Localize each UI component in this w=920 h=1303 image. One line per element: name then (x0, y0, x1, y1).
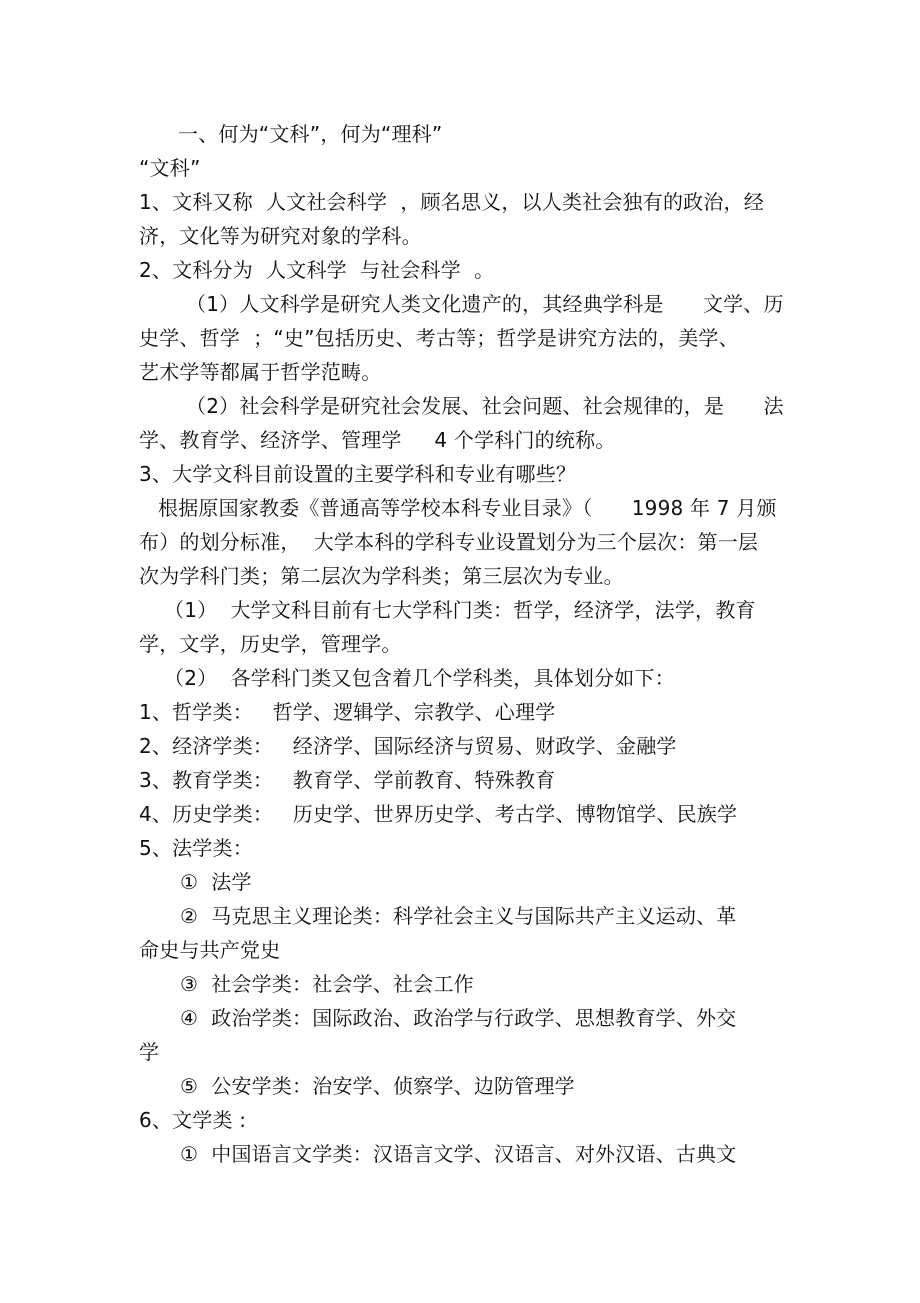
text-line: 命史与共产党史 (139, 938, 281, 962)
sub-list-item: ④ 政治学类：国际政治、政治学与行政学、思想教育学、外交 (180, 1006, 737, 1030)
subsection-heading: “文科” (139, 156, 201, 180)
text-line: （2）社会科学是研究社会发展、社会问题、社会规律的，是 法 (186, 394, 784, 418)
list-item: 4、历史学类： 历史学、世界历史学、考古学、博物馆学、民族学 (139, 802, 738, 826)
list-item: 3、教育学类： 教育学、学前教育、特殊教育 (139, 768, 556, 792)
text-line: （1） 大学文科目前有七大学科门类：哲学，经济学，法学，教育 (164, 598, 756, 622)
text-line: 次为学科门类；第二层次为学科类；第三层次为专业。 (139, 564, 624, 588)
text-line: 史学、哲学 ；“史”包括历史、考古等；哲学是讲究方法的，美学、 (139, 326, 739, 350)
text-line: 艺术学等都属于哲学范畴。 (139, 360, 382, 384)
list-item: 6、文学类 : (139, 1108, 247, 1132)
sub-list-item: ② 马克思主义理论类：科学社会主义与国际共产主义运动、革 (180, 904, 737, 928)
section-heading: 一、何为“文科”，何为“理科” (178, 122, 443, 146)
text-line: 学，文学，历史学，管理学。 (139, 632, 402, 656)
sub-list-item: ① 中国语言文学类：汉语言文学、汉语言、对外汉语、古典文 (180, 1142, 737, 1166)
text-line: （2） 各学科门类又包含着几个学科类，具体划分如下： (164, 666, 675, 690)
text-line: 布）的划分标准， 大学本科的学科专业设置划分为三个层次：第一层 (139, 530, 759, 554)
text-line: 学 (139, 1040, 160, 1064)
sub-list-item: ③ 社会学类：社会学、社会工作 (180, 972, 474, 996)
text-line: 3、大学文科目前设置的主要学科和专业有哪些？ (139, 462, 577, 486)
text-line: 1、文科又称 人文社会科学 ，顾名思义，以人类社会独有的政治，经 (139, 190, 764, 214)
list-item: 2、经济学类： 经济学、国际经济与贸易、财政学、金融学 (139, 734, 677, 758)
sub-list-item: ⑤ 公安学类：治安学、侦察学、边防管理学 (180, 1074, 575, 1098)
text-line: 济，文化等为研究对象的学科。 (139, 224, 422, 248)
text-line: 根据原国家教委《普通高等学校本科专业目录》（ 1998 年 7 月颁 (158, 496, 777, 520)
text-line: 学、教育学、经济学、管理学 4 个学科门的统称。 (139, 428, 616, 452)
text-line: 2、文科分为 人文科学 与社会科学 。 (139, 258, 495, 282)
text-line: （1）人文科学是研究人类文化遗产的，其经典学科是 文学、历 (186, 292, 784, 316)
list-item: 1、哲学类： 哲学、逻辑学、宗教学、心理学 (139, 700, 556, 724)
sub-list-item: ① 法学 (180, 870, 252, 894)
list-item: 5、法学类： (139, 836, 253, 860)
